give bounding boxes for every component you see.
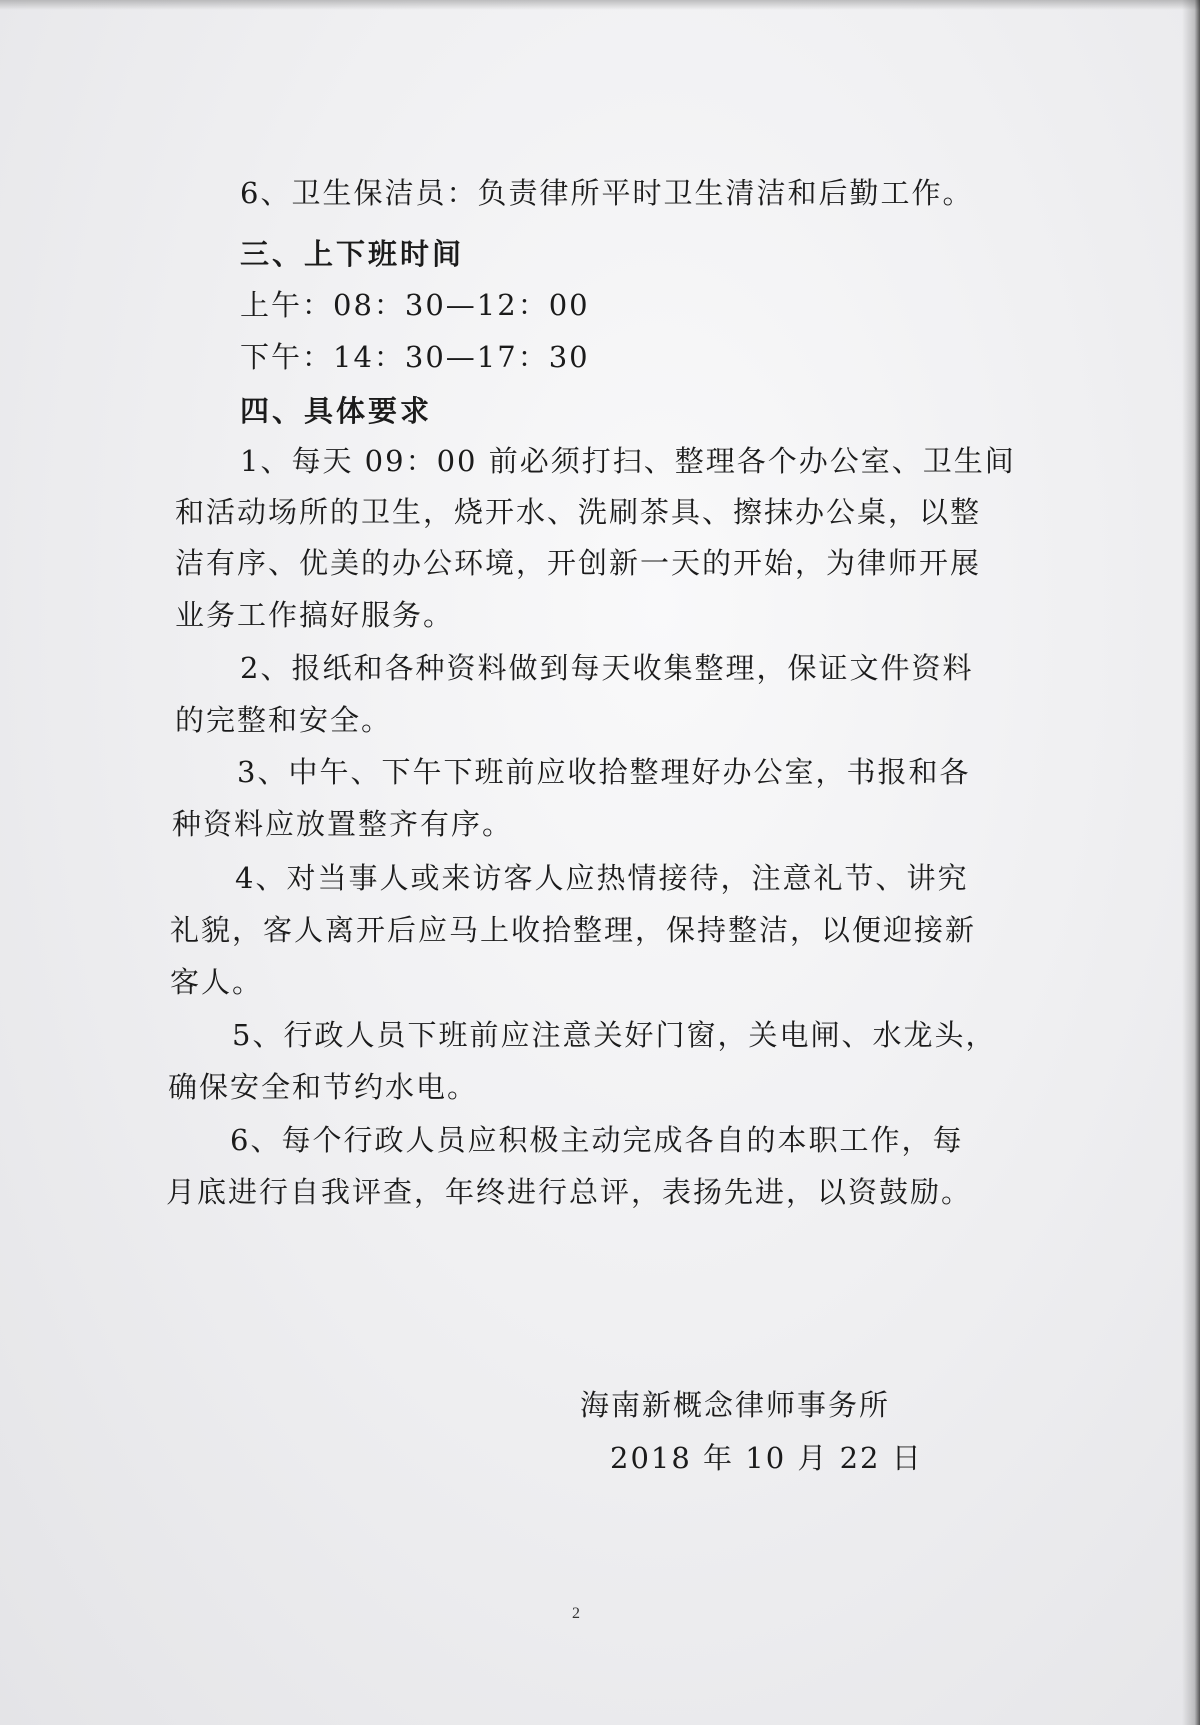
requirement-4-line-2: 礼貌，客人离开后应马上收拾整理，保持整洁，以便迎接新 [170,913,977,947]
heading-working-hours: 三、上下班时间 [240,237,465,271]
requirement-1-line-2: 和活动场所的卫生，烧开水、洗刷茶具、擦抹办公桌，以整 [175,495,982,529]
signature-date: 2018 年 10 月 22 日 [610,1441,923,1475]
afternoon-hours: 下午：14：30—17：30 [240,340,590,374]
requirement-4-line-1: 4、对当事人或来访客人应热情接待，注意礼节、讲究 [235,861,969,895]
requirement-6-line-1: 6、每个行政人员应积极主动完成各自的本职工作，每 [230,1123,964,1157]
requirement-3-line-2: 种资料应放置整齐有序。 [172,807,514,841]
requirement-4-line-3: 客人。 [170,965,264,999]
page-number: 2 [572,1605,580,1622]
heading-requirements: 四、具体要求 [240,394,433,428]
requirement-2-line-1: 2、报纸和各种资料做到每天收集整理，保证文件资料 [240,651,974,685]
requirement-2-line-2: 的完整和安全。 [175,703,393,737]
requirement-6-line-2: 月底进行自我评查，年终进行总评，表扬先进，以资鼓励。 [166,1175,973,1209]
requirement-1-line-3: 洁有序、优美的办公环境，开创新一天的开始，为律师开展 [175,546,982,580]
item-cleaner-duty: 6、卫生保洁员：负责律所平时卫生清洁和后勤工作。 [240,176,974,210]
morning-hours: 上午：08：30—12：00 [240,288,590,322]
requirement-3-line-1: 3、中午、下午下班前应收拾整理好办公室，书报和各 [237,755,971,789]
requirement-5-line-1: 5、行政人员下班前应注意关好门窗，关电闸、水龙头， [232,1018,997,1052]
signature-organization: 海南新概念律师事务所 [580,1388,891,1422]
requirement-5-line-2: 确保安全和节约水电。 [168,1070,479,1104]
requirement-1-line-4: 业务工作搞好服务。 [175,598,455,632]
requirement-1-line-1: 1、每天 09：00 前必须打扫、整理各个办公室、卫生间 [240,444,1016,478]
